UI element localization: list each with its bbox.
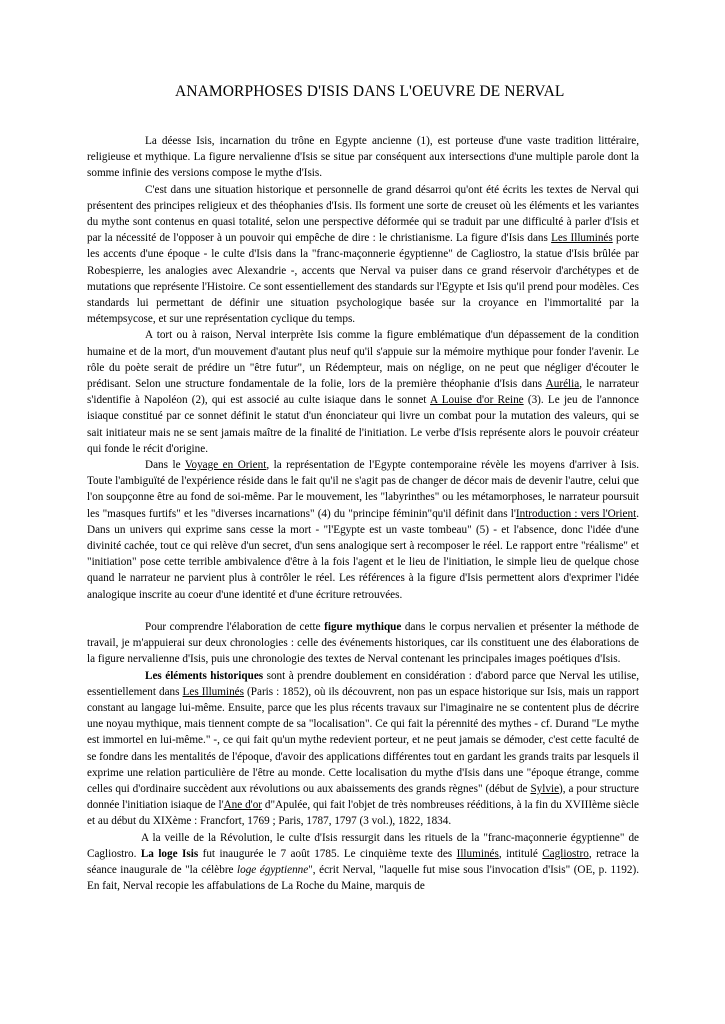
work-title-ane-dor: Ane d'or — [223, 799, 263, 812]
text: . Dans un univers qui exprime sans cesse la mort - "l'Egypte est un vaste tombeau" (5) - et l'absence, donc l'idée d'une divinité cachée, tout ce qui relève d'un secret, d'un sens analogique sert à recomposer le réel. Le rapport entre "réalisme" et "initiation" pose cette terrible ambivalence d'être à la fois l'agent et le lieu de l'initiation, le simple lieu de quelque chose quand le narrateur ne parvient plus à contrôler le réel. Les références à la figure d'Isis permettent alors d'exprimer l'idée analogique inscrite au coeur d'une identité et d'une écriture retrouvées. — [87, 507, 639, 601]
bold-term: La loge Isis — [140, 847, 199, 860]
text: fut inaugurée le 7 août 1785. Le cinquième texte des — [198, 847, 457, 860]
text: A la veille de la Révolution, le culte d'Isis ressurgit dans les rituels de la "franc-maçonnerie égyptienne" de Cagliostro. — [87, 831, 639, 860]
work-title-a-louise-dor-reine: A Louise d'or Reine — [430, 394, 524, 407]
italic-term: loge égyptienne — [237, 863, 309, 876]
document-page — [87, 0, 639, 894]
work-title-aurelia: Aurélia — [545, 378, 580, 391]
text: , retrace la séance inaugurale de "la célèbre — [87, 847, 639, 876]
bold-term: figure mythique — [324, 620, 402, 633]
paragraph-1 — [87, 133, 639, 182]
bold-term: Les éléments historiques — [145, 669, 264, 682]
paragraph-5 — [87, 619, 639, 668]
work-title-illumines: Illuminés — [456, 847, 499, 860]
text: La déesse Isis, incarnation du trône en Egypte ancienne (1), est porteuse d'une vaste tradition littéraire, religieuse et mythique. La figure nervalienne d'Isis se situe par conséquent aux intersections d'une multiple parole dont la somme infinie des versions compose le mythe d'Isis. — [87, 135, 639, 180]
text: (3). Le jeu de l'annonce isiaque constitué par ce sonnet définit le statut d'un énonciateur qui livre un combat pour la mutation des valeurs, qui se sait initiateur mais ne se sent jamais maître de la finalité de l'initiation. Le verbe d'Isis représente alors le pouvoir créateur qui fonde le récit d'origine. — [87, 394, 640, 455]
text: Pour comprendre l'élaboration de cette — [145, 620, 325, 633]
work-title-les-illumines: Les Illuminés — [551, 232, 613, 245]
paragraph-3 — [87, 327, 639, 457]
paragraph-6 — [87, 668, 639, 830]
text: , le narrateur s'identifie à Napoléon (2), qui est associé au culte isiaque dans le sonnet — [87, 378, 639, 407]
text: , la représentation de l'Egypte contemporaine révèle les moyens d'arriver à Isis. Toute l'ambiguïté de l'expérience réside dans le fait qu'il ne s'agit pas de changer de décor mais de devenir l'autre, celui que l'on soupçonne être au fond de soi-même. Par le mouvement, les "labyrinthes" ou les métamorphoses, le narrateur poursuit les "masques furtifs" et les "diverses incarnations" (4) du "principe féminin"qu'il définit dans l' — [87, 459, 639, 520]
document-body — [87, 133, 639, 894]
paragraph-2 — [87, 182, 639, 328]
text: ), a pour structure donnée l'initiation isiaque de l' — [87, 782, 639, 812]
text: dans le corpus nervalien et présenter la méthode de travail, je m'appuierai sur deux chronologies : celle des événements historiques, car ils constituent une des élaborations de la figure nervalienne d'Isis, puis une chronologie des textes de Nerval contenant les principales images poétiques d'Isis. — [87, 620, 639, 666]
work-title-introduction: Introduction : vers l'Orient — [515, 507, 637, 520]
text: ", écrit Nerval, "laquelle fut mise sous l'invocation d'Isis" (OE, p. 1192). En fait, Nerval recopie les affabulations de La Roche du Maine, marquis de — [87, 863, 639, 893]
document-title: ANAMORPHOSES D'ISIS DANS L'OEUVRE DE NERVAL — [175, 83, 565, 100]
text: (Paris : 1852), où ils découvrent, non pas un espace historique sur Isis, mais un rapport constant au langage lui-même. Ensuite, parce que les plus récents travaux sur l'imaginaire ne se contentent plus de décrire une noyau mythique, mais tiennent compte de sa "localisation". Ce qui fait la pérennité des mythes - cf. Durand "Le mythe est immortel en lui-même." -, ce qui fait qu'un mythe redevient porteur, et ne peut jamais se démoder, c'est cette faculté de se fondre dans les mentalités de l'époque, d'avoir des applications différentes tout en gardant les grands traits par lesquels il exprime une relation particulière de l'être au monde. Cette localisation du mythe d'Isis dans une "époque étrange, comme celles qui d'ordinaire succèdent aux révolutions ou aux abaissements des grands règnes" (début de — [87, 685, 639, 795]
text: C'est dans une situation historique et personnelle de grand désarroi qu'ont été écrits les textes de Nerval qui présentent des principes religieux et des théophanies d'Isis. Ils forment une sorte de creuset où les éléments et les variantes du mythe sont contenus en quasi totalité, selon une perspective déformée qui se traduit par une difficulté à parler d'Isis et par la nécessité de l'opposer à un pouvoir qui empêche de dire : le christianisme. La figure d'Isis dans — [87, 183, 639, 245]
text: sont à prendre doublement en considération : d'abord parce que Nerval les utilise, essentiellement dans — [87, 669, 639, 698]
work-title-cagliostro: Cagliostro — [542, 847, 589, 860]
work-title-les-illumines: Les Illuminés — [182, 685, 244, 698]
text: A tort ou à raison, Nerval interprète Isis comme la figure emblématique d'un dépassement de la condition humaine et de la mort, d'un mouvement d'autant plus neuf qu'il s'appuie sur la mémoire mythique pour fonder l'avenir. Le rôle du poète serait de prédire un "être futur", un Rédempteur, mais on néglige, on ne peut que négliger d'écouter le prédisant. Selon une structure fondamentale de la folie, lors de la première théophanie d'Isis dans — [87, 329, 639, 391]
work-title-voyage-en-orient: Voyage en Orient — [184, 459, 267, 472]
text: porte les accents d'une époque - le culte d'Isis dans la "franc-maçonnerie égyptienne" de Cagliostro, la statue d'Isis brûlée par Robespierre, les analogies avec Alexandrie -, accents que Nerval va puiser dans ce grand réservoir d'archétypes et de mutations que représente l'Histoire. Ce sont essentiellement des standards sur l'Egypte et Isis qu'il prend pour modèles. Ces standards lui permettant de définir une situation psychologique basée sur la croyance en l'immortalité par la métempsycose, et sur une représentation cyclique du temps. — [87, 232, 639, 326]
text: d"Apulée, qui fait l'objet de très nombreuses rééditions, à la fin du XVIIIème siècle et au début du XIXème : Francfort, 1769 ; Paris, 1787, 1797 (3 vol.), 1822, 1834. — [87, 799, 639, 828]
work-title-sylvie: Sylvie — [530, 782, 560, 795]
paragraph-4 — [87, 457, 639, 603]
text: Dans le — [145, 459, 185, 472]
paragraph-7 — [87, 830, 639, 895]
text: , intitulé — [498, 847, 543, 860]
